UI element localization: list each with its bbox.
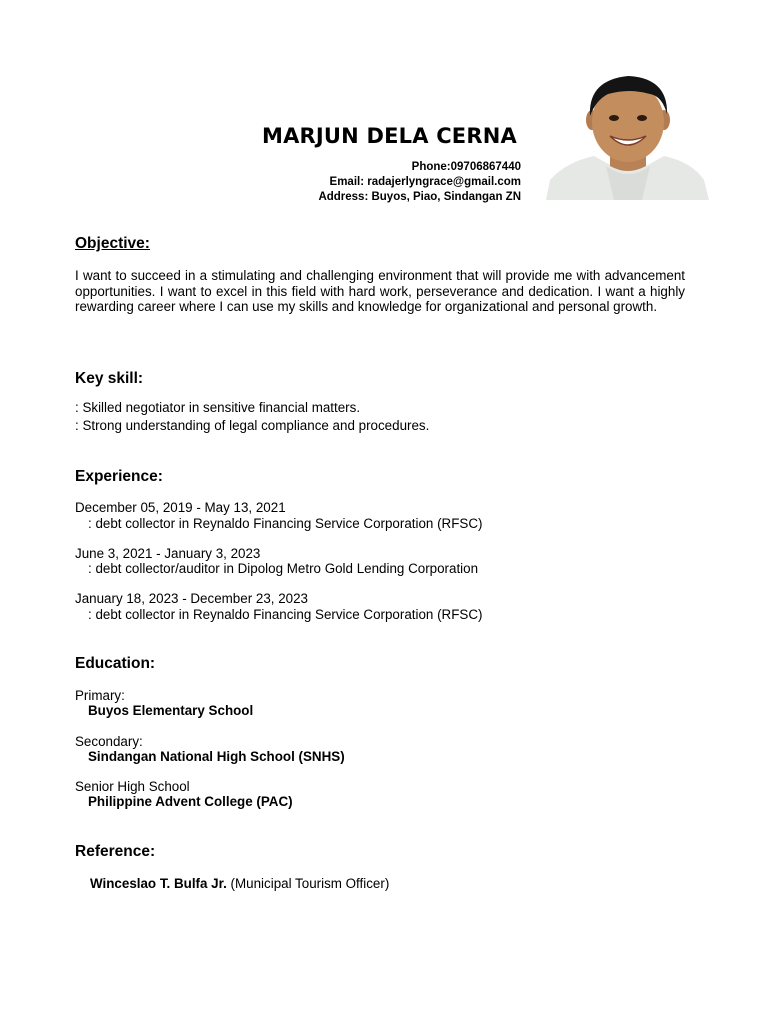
reference-position: (Municipal Tourism Officer) bbox=[230, 876, 390, 891]
email: Email: radajerlyngrace@gmail.com bbox=[329, 176, 521, 188]
key-skill-heading: Key skill: bbox=[75, 370, 144, 387]
phone: Phone:09706867440 bbox=[411, 161, 521, 173]
education-level: Primary: bbox=[75, 688, 125, 703]
skill-item: : Skilled negotiator in sensitive financial matters. bbox=[75, 400, 361, 415]
education-school: Philippine Advent College (PAC) bbox=[88, 794, 293, 809]
education-level: Secondary: bbox=[75, 734, 143, 749]
reference-name: Winceslao T. Bulfa Jr. bbox=[90, 876, 227, 891]
skill-item: : Strong understanding of legal compliance and procedures. bbox=[75, 418, 430, 433]
experience-role: : debt collector in Reynaldo Financing Service Corporation (RFSC) bbox=[88, 607, 483, 622]
reference-entry bbox=[90, 876, 389, 891]
objective-text: I want to succeed in a stimulating and challenging environment that will provide me with advancement opportunities. I want to excel in this field with hard work, perseverance and dedication. I want a highly rewarding career where I can use my skills and knowledge for organizational and personal growth. bbox=[75, 268, 685, 314]
experience-dates: December 05, 2019 - May 13, 2021 bbox=[75, 500, 286, 515]
experience-role: : debt collector/auditor in Dipolog Metro Gold Lending Corporation bbox=[88, 561, 479, 576]
experience-role: : debt collector in Reynaldo Financing Service Corporation (RFSC) bbox=[88, 516, 483, 531]
candidate-name: MARJUN DELA CERNA bbox=[262, 124, 517, 148]
experience-dates: January 18, 2023 - December 23, 2023 bbox=[75, 591, 308, 606]
education-school: Sindangan National High School (SNHS) bbox=[88, 749, 345, 764]
reference-heading: Reference: bbox=[75, 843, 156, 860]
profile-photo bbox=[546, 70, 709, 200]
experience-heading: Experience: bbox=[75, 468, 163, 485]
education-level: Senior High School bbox=[75, 779, 190, 794]
contact-info bbox=[318, 160, 521, 205]
education-heading: Education: bbox=[75, 655, 156, 672]
experience-dates: June 3, 2021 - January 3, 2023 bbox=[75, 546, 261, 561]
education-school: Buyos Elementary School bbox=[88, 703, 254, 718]
objective-heading: Objective: bbox=[75, 235, 150, 252]
address: Address: Buyos, Piao, Sindangan ZN bbox=[318, 191, 521, 203]
